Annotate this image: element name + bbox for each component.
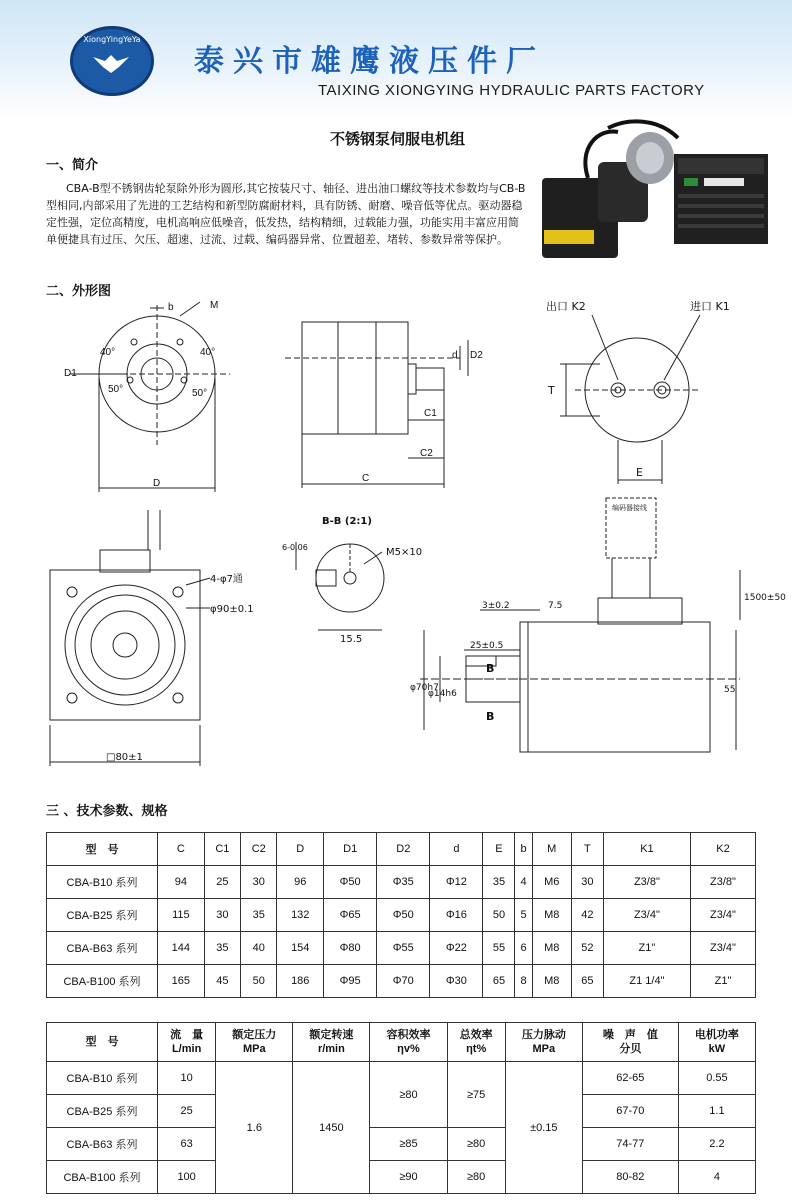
col-c1: C1	[204, 833, 240, 866]
label-encoder: 编码器接线	[612, 504, 647, 512]
table-row	[47, 866, 756, 899]
cell: CBA-B63 系列	[47, 932, 158, 965]
cell: Φ55	[377, 932, 430, 965]
label-b-bottom: B	[486, 710, 495, 723]
cell: CBA-B25 系列	[47, 899, 158, 932]
cell: 35	[483, 866, 515, 899]
cell: 45	[204, 965, 240, 998]
company-name-cn: 泰兴市雄鹰液压件厂	[194, 44, 545, 79]
cell: 35	[241, 899, 277, 932]
cell: 186	[277, 965, 324, 998]
cell: 30	[241, 866, 277, 899]
col-label: 噪 声 值	[602, 1029, 658, 1041]
cell: 2.2	[678, 1128, 755, 1161]
company-name-en: TAIXING XIONGYING HYDRAULIC PARTS FACTORY	[318, 82, 705, 99]
cell: Φ50	[377, 899, 430, 932]
specs-heading: 三 、技术参数、规格	[46, 804, 168, 819]
table-header-row	[47, 1023, 756, 1062]
cell: 30	[571, 866, 603, 899]
cell: 50	[241, 965, 277, 998]
col-c2: C2	[241, 833, 277, 866]
col-k1: K1	[603, 833, 690, 866]
col-d2: D2	[377, 833, 430, 866]
cell: CBA-B63 系列	[47, 1128, 158, 1161]
cell: 100	[158, 1161, 216, 1194]
dimension-table	[46, 832, 756, 998]
document-title: 不锈钢泵伺服电机组	[330, 130, 466, 148]
label-d2: D2	[470, 350, 483, 361]
cell: 4	[678, 1161, 755, 1194]
cell: 35	[204, 932, 240, 965]
cell: Z1 1/4"	[603, 965, 690, 998]
cell: 8	[515, 965, 532, 998]
cell: M6	[532, 866, 571, 899]
intro-text: CBA-B型不锈钢齿轮泵除外形为圆形,其它按装尺寸、轴径、进出油口螺纹等技术参数均与CB-B型相同,内部采用了先进的工艺结构和新型防腐耐材料，具有防锈、耐磨、噪音低等优点。驱动器稳定性强，定位高精度，电机高响应低噪音，低发热，结构精细，过载能力强，功能实用丰富应用简单便捷具有过压、欠压、超速、过流、过载、编码器异常、位置超差、堵转、参数异常等保护。	[46, 182, 526, 246]
cell: 165	[158, 965, 205, 998]
cell: CBA-B10 系列	[47, 866, 158, 899]
cell: 62-65	[582, 1062, 678, 1095]
cell: 50	[483, 899, 515, 932]
label-angle50-left: 50°	[108, 384, 124, 395]
table-row	[47, 1128, 756, 1161]
col-label: 压力脉动	[521, 1029, 566, 1041]
label-angle40-right: 40°	[200, 347, 216, 358]
table-header-row	[47, 833, 756, 866]
col-unit: 分贝	[619, 1043, 642, 1055]
outline-drawings	[0, 280, 792, 790]
cell: 4	[515, 866, 532, 899]
label-inlet: 进口 K1	[690, 300, 730, 313]
col-d-small: d	[430, 833, 483, 866]
label-e: E	[636, 466, 643, 479]
cell: 25	[204, 866, 240, 899]
col-model	[47, 1023, 158, 1062]
cell: 63	[158, 1128, 216, 1161]
intro-heading: 一、简介	[46, 158, 99, 173]
cell: 10	[158, 1062, 216, 1095]
label-angle50-right: 50°	[192, 388, 208, 399]
label-b-top: B	[486, 662, 495, 675]
col-unit: kW	[708, 1043, 726, 1055]
col-e: E	[483, 833, 515, 866]
cell: 115	[158, 899, 205, 932]
col-speed	[293, 1023, 370, 1062]
col-unit: MPa	[242, 1043, 266, 1055]
label-angle40-left: 40°	[100, 347, 116, 358]
cell: Φ30	[430, 965, 483, 998]
cell: 6	[515, 932, 532, 965]
cell: 0.55	[678, 1062, 755, 1095]
cell: Φ80	[324, 932, 377, 965]
cell: Z1"	[690, 965, 755, 998]
company-logo	[70, 26, 154, 96]
label-m: M	[210, 300, 219, 311]
col-label: 电机功率	[694, 1029, 739, 1041]
header-banner	[0, 0, 792, 118]
label-dim3: 3±0.2	[482, 601, 510, 611]
col-c: C	[158, 833, 205, 866]
col-label: 额定压力	[232, 1029, 277, 1041]
product-photo	[538, 118, 778, 278]
cell: 40	[241, 932, 277, 965]
cell-pulsation: ±0.15	[505, 1062, 582, 1194]
col-b: b	[515, 833, 532, 866]
cell: ≥80	[447, 1161, 505, 1194]
col-tot-eff	[447, 1023, 505, 1062]
cell: CBA-B10 系列	[47, 1062, 158, 1095]
label-b: b	[168, 302, 174, 313]
cell: 52	[571, 932, 603, 965]
cell: 74-77	[582, 1128, 678, 1161]
cell: M8	[532, 965, 571, 998]
label-phi70: φ70h7	[410, 683, 439, 693]
col-noise	[582, 1023, 678, 1062]
label-dim75: 7.5	[548, 601, 563, 611]
cell: ≥90	[370, 1161, 447, 1194]
col-flow	[158, 1023, 216, 1062]
cell: 96	[277, 866, 324, 899]
cell: 25	[158, 1095, 216, 1128]
col-d1: D1	[324, 833, 377, 866]
label-dim155: 15.5	[340, 634, 363, 645]
label-holes: 4-φ7通	[210, 574, 243, 585]
cell: Z3/8"	[690, 866, 755, 899]
label-sq80: □80±1	[106, 752, 143, 763]
cell: ≥80	[447, 1128, 505, 1161]
col-d: D	[277, 833, 324, 866]
col-m: M	[532, 833, 571, 866]
table-row	[47, 1062, 756, 1095]
col-pulsation	[505, 1023, 582, 1062]
col-unit: ηv%	[397, 1043, 420, 1055]
col-k2: K2	[690, 833, 755, 866]
cell: Z3/8"	[603, 866, 690, 899]
col-label: 额定转速	[309, 1029, 354, 1041]
cell: ≥75	[447, 1062, 505, 1128]
table-row	[47, 1161, 756, 1194]
label-dim55: 55	[724, 685, 736, 695]
label-c2: C2	[420, 448, 433, 459]
col-power	[678, 1023, 755, 1062]
cell: 154	[277, 932, 324, 965]
cell: Z3/4"	[603, 899, 690, 932]
cell: CBA-B25 系列	[47, 1095, 158, 1128]
label-dim25: 25±0.5	[470, 641, 504, 651]
cell: CBA-B100 系列	[47, 965, 158, 998]
col-model: 型 号	[47, 833, 158, 866]
cell: 65	[483, 965, 515, 998]
col-label: 总效率	[459, 1029, 493, 1041]
col-label: 容积效率	[386, 1029, 431, 1041]
col-t: T	[571, 833, 603, 866]
cell: 42	[571, 899, 603, 932]
label-d-small: d	[452, 350, 458, 361]
cell: Z3/4"	[690, 932, 755, 965]
label-d: D	[153, 478, 161, 489]
outline-heading: 二、外形图	[46, 284, 112, 299]
label-c: C	[362, 473, 370, 484]
col-unit: ηt%	[466, 1043, 487, 1055]
cell: 30	[204, 899, 240, 932]
label-d1: D1	[64, 368, 77, 379]
label-dim1500: 1500±50	[744, 593, 786, 603]
eagle-icon	[91, 49, 131, 75]
logo-text: XiongYingYeYa	[83, 35, 141, 44]
cell: 144	[158, 932, 205, 965]
label-outlet: 出口 K2	[546, 300, 586, 313]
cell: CBA-B100 系列	[47, 1161, 158, 1194]
cell: 5	[515, 899, 532, 932]
performance-table	[46, 1022, 756, 1194]
cell: 132	[277, 899, 324, 932]
col-unit: L/min	[171, 1043, 202, 1055]
cell: Φ65	[324, 899, 377, 932]
cell: ≥85	[370, 1128, 447, 1161]
cell: Z1"	[603, 932, 690, 965]
cell: 55	[483, 932, 515, 965]
label-phi90: φ90±0.1	[210, 604, 254, 615]
label-dim6: 6-0.06	[282, 543, 308, 552]
table-row	[47, 965, 756, 998]
label-t: T	[548, 384, 555, 397]
cell: Φ70	[377, 965, 430, 998]
cell: Z3/4"	[690, 899, 755, 932]
col-unit: MPa	[532, 1043, 556, 1055]
col-pressure	[216, 1023, 293, 1062]
cell: M8	[532, 899, 571, 932]
col-label: 流 量	[170, 1029, 204, 1041]
cell: Φ16	[430, 899, 483, 932]
cell: Φ50	[324, 866, 377, 899]
label-bb: B-B (2:1)	[322, 516, 372, 527]
col-vol-eff	[370, 1023, 447, 1062]
label-phi14: φ14h6	[428, 689, 457, 699]
cell: Φ12	[430, 866, 483, 899]
table-row	[47, 932, 756, 965]
label-c1: C1	[424, 408, 437, 419]
cell: 80-82	[582, 1161, 678, 1194]
cell-speed: 1450	[293, 1062, 370, 1194]
label-m5: M5×10	[386, 547, 423, 558]
cell: Φ35	[377, 866, 430, 899]
col-unit: r/min	[317, 1043, 345, 1055]
col-label: 型 号	[85, 1036, 119, 1048]
cell: 94	[158, 866, 205, 899]
cell: Φ95	[324, 965, 377, 998]
cell: 65	[571, 965, 603, 998]
cell: Φ22	[430, 932, 483, 965]
cell: ≥80	[370, 1062, 447, 1128]
cell: 67-70	[582, 1095, 678, 1128]
cell-pressure: 1.6	[216, 1062, 293, 1194]
cell: 1.1	[678, 1095, 755, 1128]
table-row	[47, 899, 756, 932]
cell: M8	[532, 932, 571, 965]
